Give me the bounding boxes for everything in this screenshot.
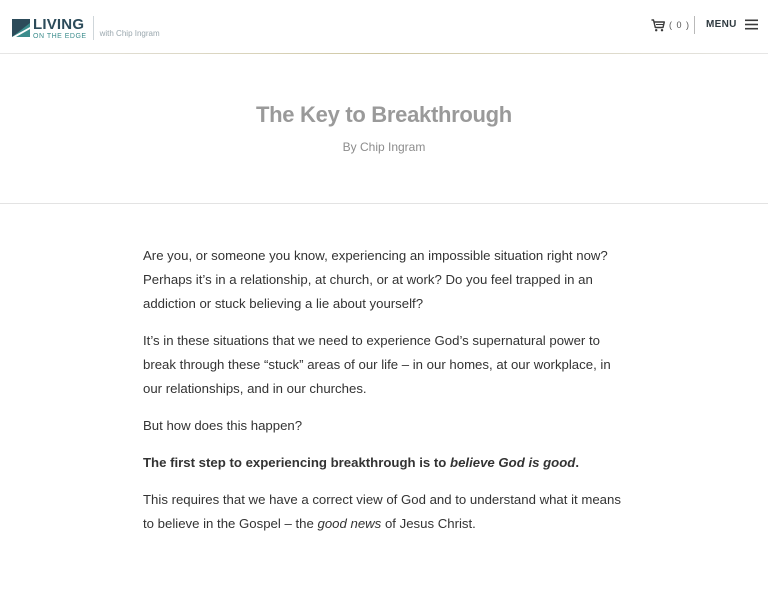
paragraph-5-end: of Jesus Christ. — [381, 516, 476, 531]
logo-divider — [93, 16, 94, 40]
logo-tagline: with Chip Ingram — [99, 28, 160, 38]
key-statement-end: . — [575, 455, 580, 470]
article-paragraph-5 — [143, 488, 628, 536]
article-paragraph-2: It’s in these situations that we need to experience God’s supernatural power to break through these “stuck” areas of our life – in our homes, at our workplace, in our relationships, and in our churches. — [143, 333, 611, 396]
logo-mark-icon — [12, 19, 30, 37]
article-paragraph-1: Are you, or someone you know, experiencing an impossible situation right now? Perhaps it’s in a relationship, at church, or at work? Do you feel trapped in an addiction or stuck believing a lie about yourself? — [143, 248, 608, 311]
cart-button[interactable] — [651, 18, 690, 32]
key-statement-emphasis: believe God is good — [450, 455, 576, 470]
paragraph-5-start: This requires that we have a correct view of God and to understand what it means to believe in the Gospel – the — [143, 492, 621, 531]
key-statement-text: The first step to experiencing breakthrough is to — [143, 455, 451, 470]
logo-living-text: LIVING — [33, 15, 85, 33]
key-statement — [143, 455, 579, 470]
article-paragraph-4 — [143, 451, 628, 475]
article-paragraph-3: But how does this happen? — [143, 418, 303, 433]
site-logo[interactable] — [12, 16, 160, 40]
title-band-divider — [0, 203, 768, 204]
logo-wordmark — [33, 17, 87, 40]
site-header — [0, 0, 768, 54]
hamburger-menu-icon — [745, 19, 758, 30]
menu-button[interactable] — [706, 19, 758, 30]
cart-icon — [651, 19, 665, 32]
good-news-emphasis: good news — [317, 516, 382, 531]
nav-divider — [694, 16, 695, 34]
article-body — [143, 244, 628, 549]
author-byline: By Chip Ingram — [342, 140, 426, 154]
logo-edge-text: ON THE EDGE — [33, 32, 87, 40]
page-title: The Key to Breakthrough — [256, 102, 512, 127]
cart-count: ( 0 ) — [669, 20, 691, 30]
menu-label: MENU — [706, 19, 737, 30]
header-divider — [0, 53, 768, 54]
